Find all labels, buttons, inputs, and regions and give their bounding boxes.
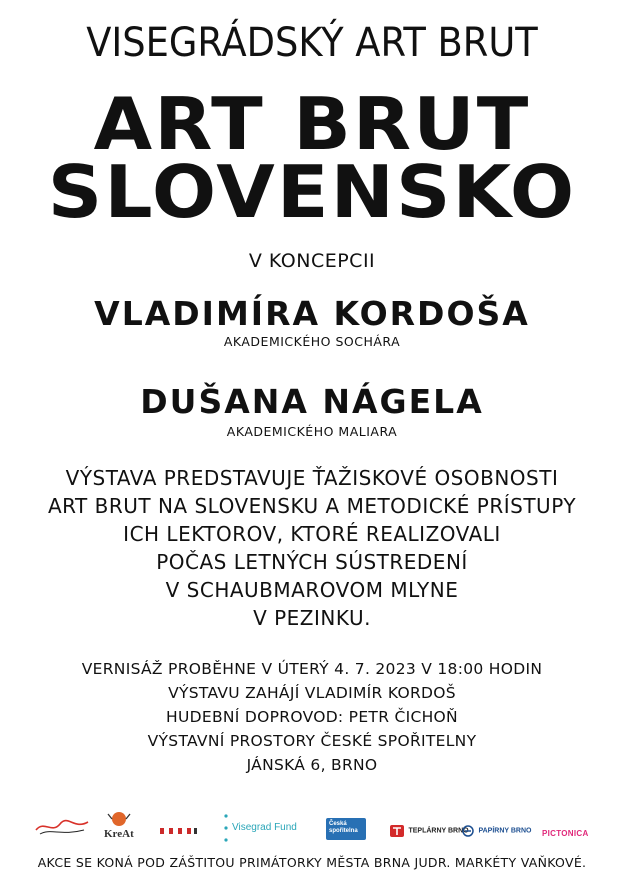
handwritten-sponsor-logo [34, 816, 90, 843]
footer-patronage: AKCE SE KONÁ POD ZÁŠTITOU PRIMÁTORKY MĚSTA BRNA JUDR. MARKÉTY VAŇKOVÉ. [37, 855, 587, 870]
strip-logo [160, 823, 198, 841]
papirny-brno-logo [462, 822, 531, 840]
info-line: VERNISÁŽ PROBĚHNE V ÚTERÝ 4. 7. 2023 V 18:00 HODIN [81, 660, 543, 678]
person-2-role: AKADEMICKÉHO MALIARA [226, 424, 398, 439]
info-line: HUDEBNÍ DOPROVOD: PETR ČICHOŇ [166, 708, 458, 726]
papirny-brno-label: PAPÍRNY BRNO [478, 827, 532, 835]
description-line: VÝSTAVA PREDSTAVUJE ŤAŽISKOVÉ OSOBNOSTI [65, 466, 559, 490]
info-line: VÝSTAVNÍ PROSTORY ČESKÉ SPOŘITELNY [147, 732, 477, 750]
person-2-name: DUŠANA NÁGELA [140, 382, 484, 421]
visegrad-fund-label: Visegrad Fund [232, 822, 297, 833]
main-title-line-1: ART BRUT [93, 82, 531, 166]
sponsor-logos [30, 810, 594, 846]
visegrad-fund-logo [220, 812, 300, 844]
description-line: POČAS LETNÝCH SÚSTREDENÍ [156, 550, 468, 574]
teplarny-brno-logo [390, 822, 469, 840]
info-line: JÁNSKÁ 6, BRNO [246, 756, 378, 774]
ceska-sporitelna-label: Česká spořitelna [329, 821, 358, 834]
description-line: ART BRUT NA SLOVENSKU A METODICKÉ PRÍSTUPY [47, 494, 577, 518]
description-line: ICH LEKTOROV, KTORÉ REALIZOVALI [123, 522, 501, 546]
teplarny-brno-label: TEPLÁRNY BRNO [408, 827, 469, 835]
description-line: V SCHAUBMAROVOM MLYNE [165, 578, 459, 602]
kreat-label: KreAt [104, 828, 134, 840]
description-line: V PEZINKU. [253, 606, 371, 630]
main-title-line-2: SLOVENSKO [47, 150, 577, 234]
info-line: VÝSTAVU ZAHÁJÍ VLADIMÍR KORDOŠ [168, 684, 456, 702]
pictonica-label: PICTONICA [542, 829, 589, 838]
supertitle: VISEGRÁDSKÝ ART BRUT [86, 20, 538, 66]
pictonica-logo [542, 823, 589, 841]
ceska-sporitelna-logo [326, 818, 366, 840]
concept-label: V KONCEPCII [248, 250, 376, 272]
kreat-logo [102, 810, 136, 844]
person-1-role: AKADEMICKÉHO SOCHÁRA [223, 334, 401, 349]
person-1-name: VLADIMÍRA KORDOŠA [94, 294, 530, 333]
